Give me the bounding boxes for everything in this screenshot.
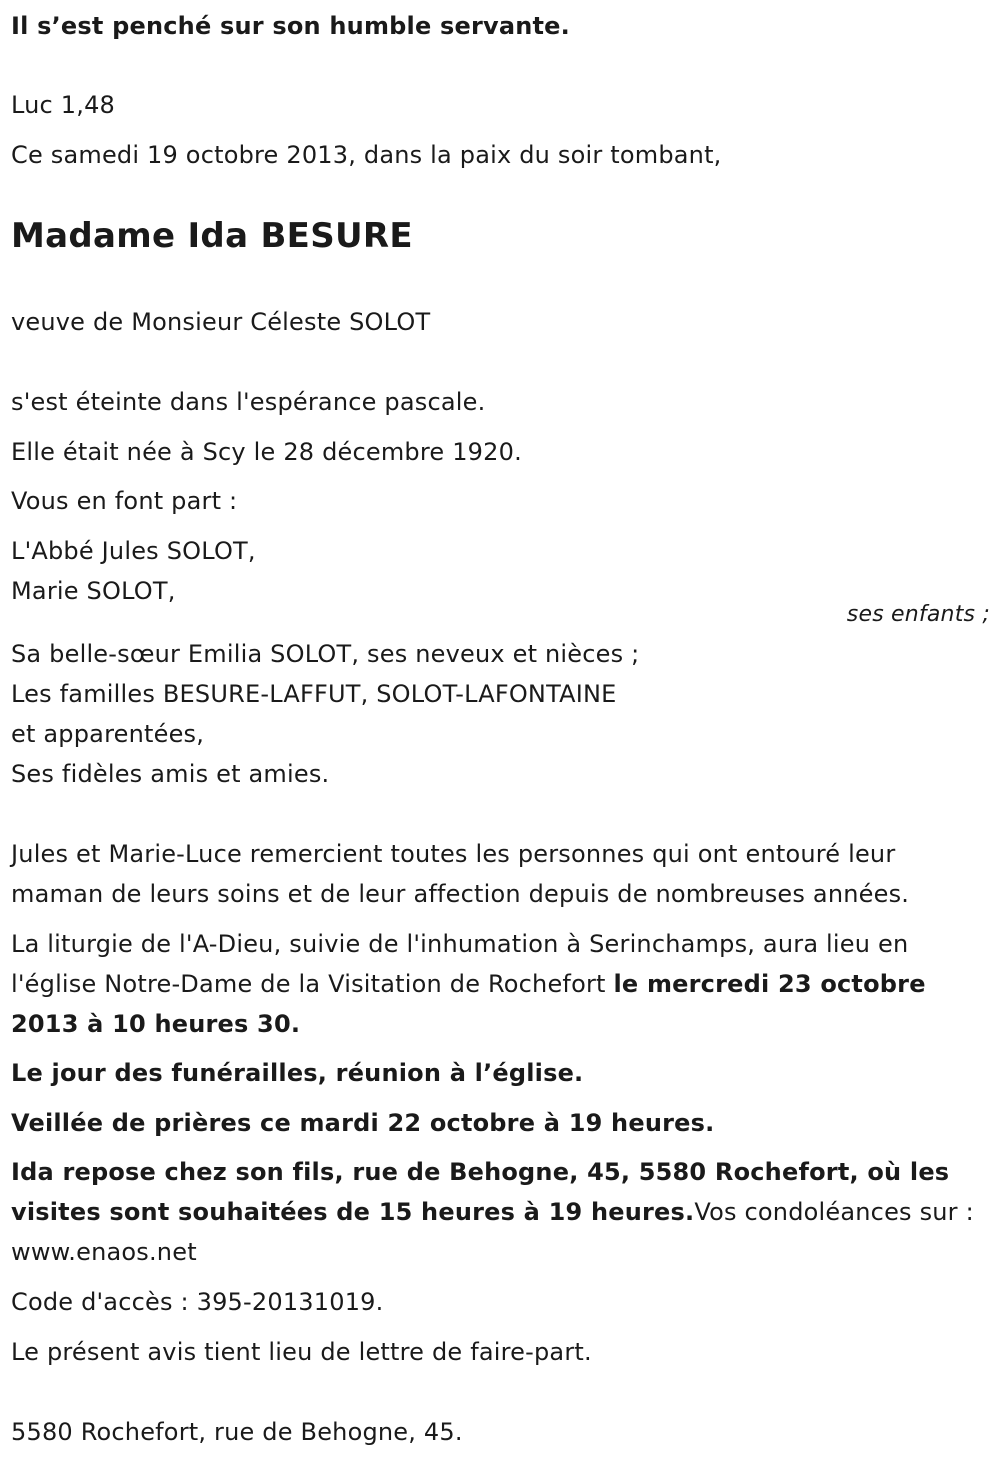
intro-line: Ce samedi 19 octobre 2013, dans la paix du soir tombant, [11, 141, 722, 169]
relative-line: et apparentées, [11, 720, 205, 748]
liturgy-time: 2013 à 10 heures 30. [11, 1010, 301, 1038]
relative-line: Les familles BESURE-LAFFUT, SOLOT-LAFONTAINE [11, 680, 617, 708]
liturgy-church: l'église Notre-Dame de la Visitation de Rochefort [11, 970, 614, 998]
passing-line: s'est éteinte dans l'espérance pascale. [11, 388, 486, 416]
thanks-line: Jules et Marie-Luce remercient toutes les personnes qui ont entouré leur [11, 840, 896, 868]
verse-reference: Luc 1,48 [11, 91, 116, 119]
notice-line: Le présent avis tient lieu de lettre de faire-part. [11, 1338, 592, 1366]
announce-intro: Vous en font part : [11, 487, 238, 515]
website-link[interactable]: www.enaos.net [11, 1238, 197, 1266]
deceased-name: Madame Ida BESURE [11, 216, 413, 256]
children-role: ses enfants ; [846, 602, 990, 627]
rest-line [11, 1194, 974, 1230]
funeral-meeting: Le jour des funérailles, réunion à l’église. [11, 1059, 584, 1087]
child-2: Marie SOLOT, [11, 577, 176, 605]
relative-line: Ses fidèles amis et amies. [11, 760, 330, 788]
spouse-line: veuve de Monsieur Céleste SOLOT [11, 308, 431, 336]
liturgy-date: le mercredi 23 octobre [613, 970, 926, 998]
visit-hours: visites sont souhaitées de 15 heures à 19 heures. [11, 1198, 695, 1226]
bible-verse: Il s’est penché sur son humble servante. [11, 12, 570, 40]
relative-line: Sa belle-sœur Emilia SOLOT, ses neveux et nièces ; [11, 640, 640, 668]
liturgy-line [11, 966, 926, 1002]
condolences-label: Vos condoléances sur : [694, 1198, 974, 1226]
liturgy-line: La liturgie de l'A-Dieu, suivie de l'inhumation à Serinchamps, aura lieu en [11, 930, 909, 958]
birth-line: Elle était née à Scy le 28 décembre 1920. [11, 438, 522, 466]
address-line: 5580 Rochefort, rue de Behogne, 45. [11, 1418, 463, 1446]
access-code: Code d'accès : 395-20131019. [11, 1288, 384, 1316]
vigil-line: Veillée de prières ce mardi 22 octobre à 19 heures. [11, 1109, 715, 1137]
thanks-line: maman de leurs soins et de leur affection depuis de nombreuses années. [11, 880, 910, 908]
rest-line: Ida repose chez son fils, rue de Behogne, 45, 5580 Rochefort, où les [11, 1158, 950, 1186]
child-1: L'Abbé Jules SOLOT, [11, 537, 256, 565]
